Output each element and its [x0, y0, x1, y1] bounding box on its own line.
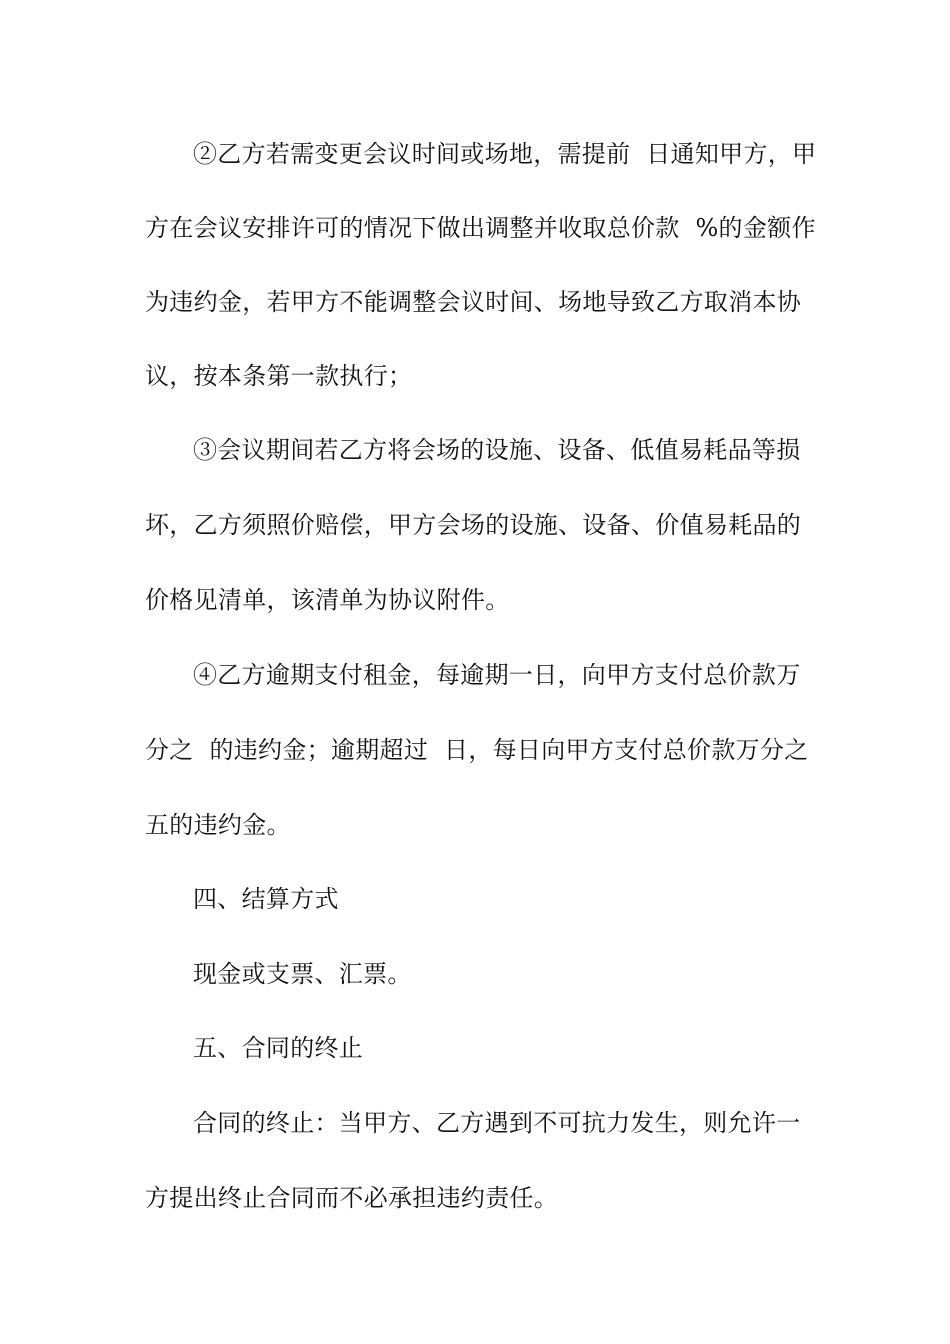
paragraph-3-line-2: 坏，乙方须照价赔偿，甲方会场的设施、设备、价值易耗品的 — [145, 511, 802, 539]
paragraph-2-line-1: ②乙方若需变更会议时间或场地，需提前 日通知甲方，甲 — [193, 140, 817, 168]
termination-line-2: 方提出终止合同而不必承担违约责任。 — [145, 1184, 559, 1212]
paragraph-3-line-1: ③会议期间若乙方将会场的设施、设备、低值易耗品等损 — [193, 436, 801, 464]
section-heading-settlement: 四、结算方式 — [193, 885, 339, 913]
paragraph-4-line-2: 分之 的违约金；逾期超过 日，每日向甲方支付总价款万分之 — [145, 736, 809, 764]
section-heading-termination: 五、合同的终止 — [193, 1034, 364, 1062]
paragraph-4-line-3: 五的违约金。 — [145, 811, 291, 839]
termination-line-1: 合同的终止：当甲方、乙方遇到不可抗力发生，则允许一 — [193, 1109, 801, 1137]
settlement-text: 现金或支票、汇票。 — [193, 960, 412, 988]
paragraph-3-line-3: 价格见清单，该清单为协议附件。 — [145, 586, 510, 614]
paragraph-2-line-2: 方在会议安排许可的情况下做出调整并收取总价款 %的金额作 — [145, 214, 816, 242]
paragraph-2-line-4: 议，按本条第一款执行； — [145, 362, 413, 390]
paragraph-4-line-1: ④乙方逾期支付租金，每逾期一日，向甲方支付总价款万 — [193, 661, 801, 689]
paragraph-2-line-3: 为违约金，若甲方不能调整会议时间、场地导致乙方取消本协 — [145, 288, 802, 316]
